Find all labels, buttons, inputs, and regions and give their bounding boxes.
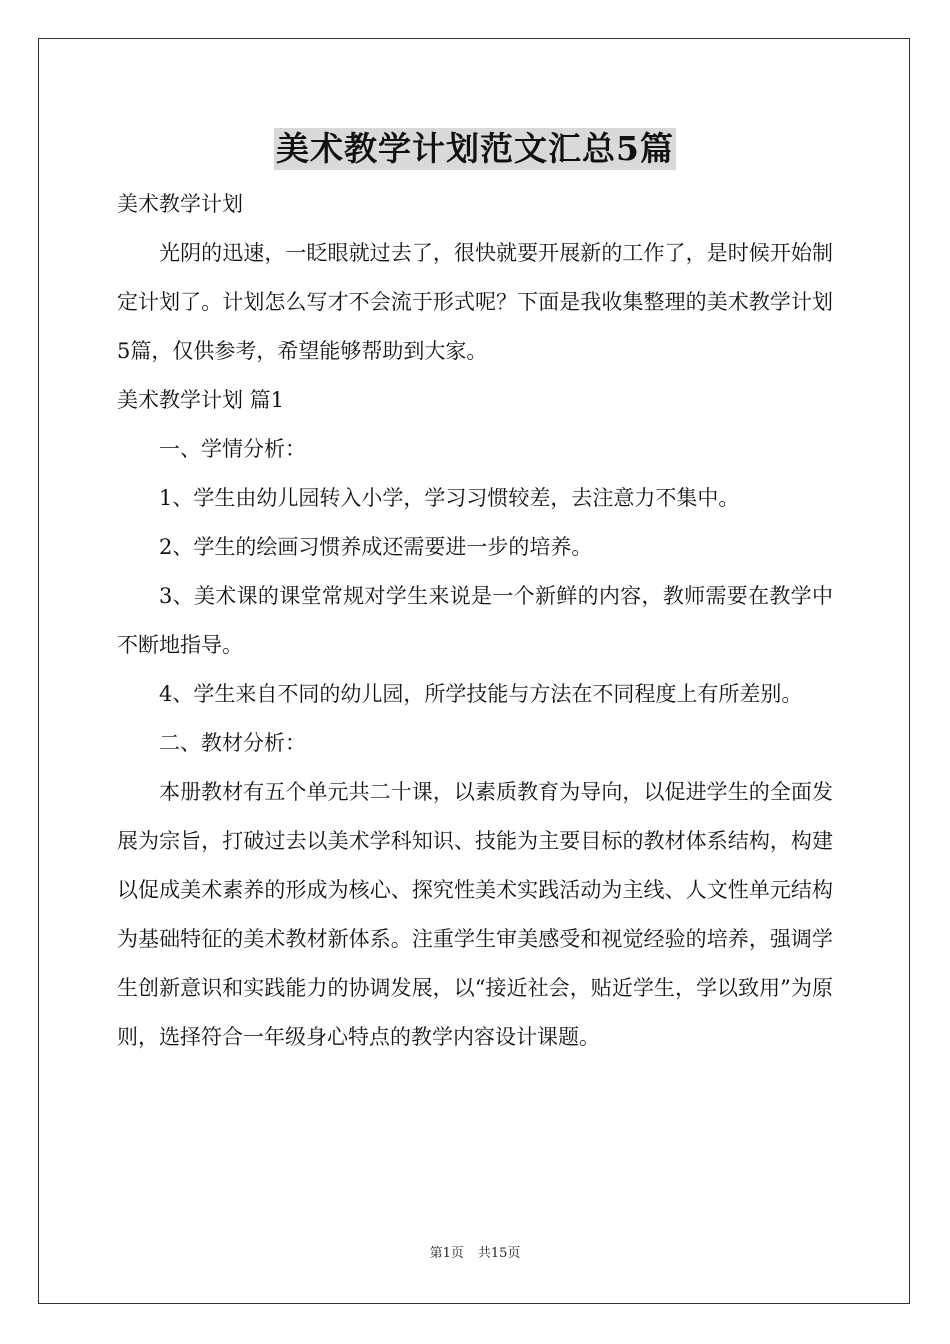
paragraph: 美术教学计划 [117,192,243,216]
paragraph: 光阴的迅速，一眨眼就过去了，很快就要开展新的工作了，是时候开始制定计划了。计划怎么写才不会流于形式呢？下面是我收集整理的美术教学计划5篇，仅供参考，希望能够帮助到大家。 [117,241,833,363]
page-total: 共15页 [477,1246,521,1261]
paragraph: 一、学情分析： [159,437,306,461]
document-body [117,180,833,1062]
page-number: 第1页 [429,1246,464,1261]
paragraph: 3、美术课的课堂常规对学生来说是一个新鲜的内容，教师需要在教学中不断地指导。 [117,584,833,657]
title-container [0,128,950,170]
paragraph: 1、学生由幼儿园转入小学，学习习惯较差，去注意力不集中。 [159,486,740,510]
page-footer [0,1245,950,1263]
document-title: 美术教学计划范文汇总5篇 [276,129,674,168]
section-heading: 美术教学计划 篇1 [117,388,285,412]
paragraph: 4、学生来自不同的幼儿园，所学技能与方法在不同程度上有所差别。 [159,682,803,706]
paragraph: 二、教材分析： [159,731,306,755]
paragraph: 本册教材有五个单元共二十课，以素质教育为导向，以促进学生的全面发展为宗旨，打破过去以美术学科知识、技能为主要目标的教材体系结构，构建以促成美术素养的形成为核心、探究性美术实践活动为主线、人文性单元结构为基础特征的美术教材新体系。注重学生审美感受和视觉经验的培养，强调学生创新意识和实践能力的协调发展，以“接近社会，贴近学生，学以致用”为原则，选择符合一年级身心特点的教学内容设计课题。 [117,780,833,1049]
paragraph: 2、学生的绘画习惯养成还需要进一步的培养。 [159,535,593,559]
